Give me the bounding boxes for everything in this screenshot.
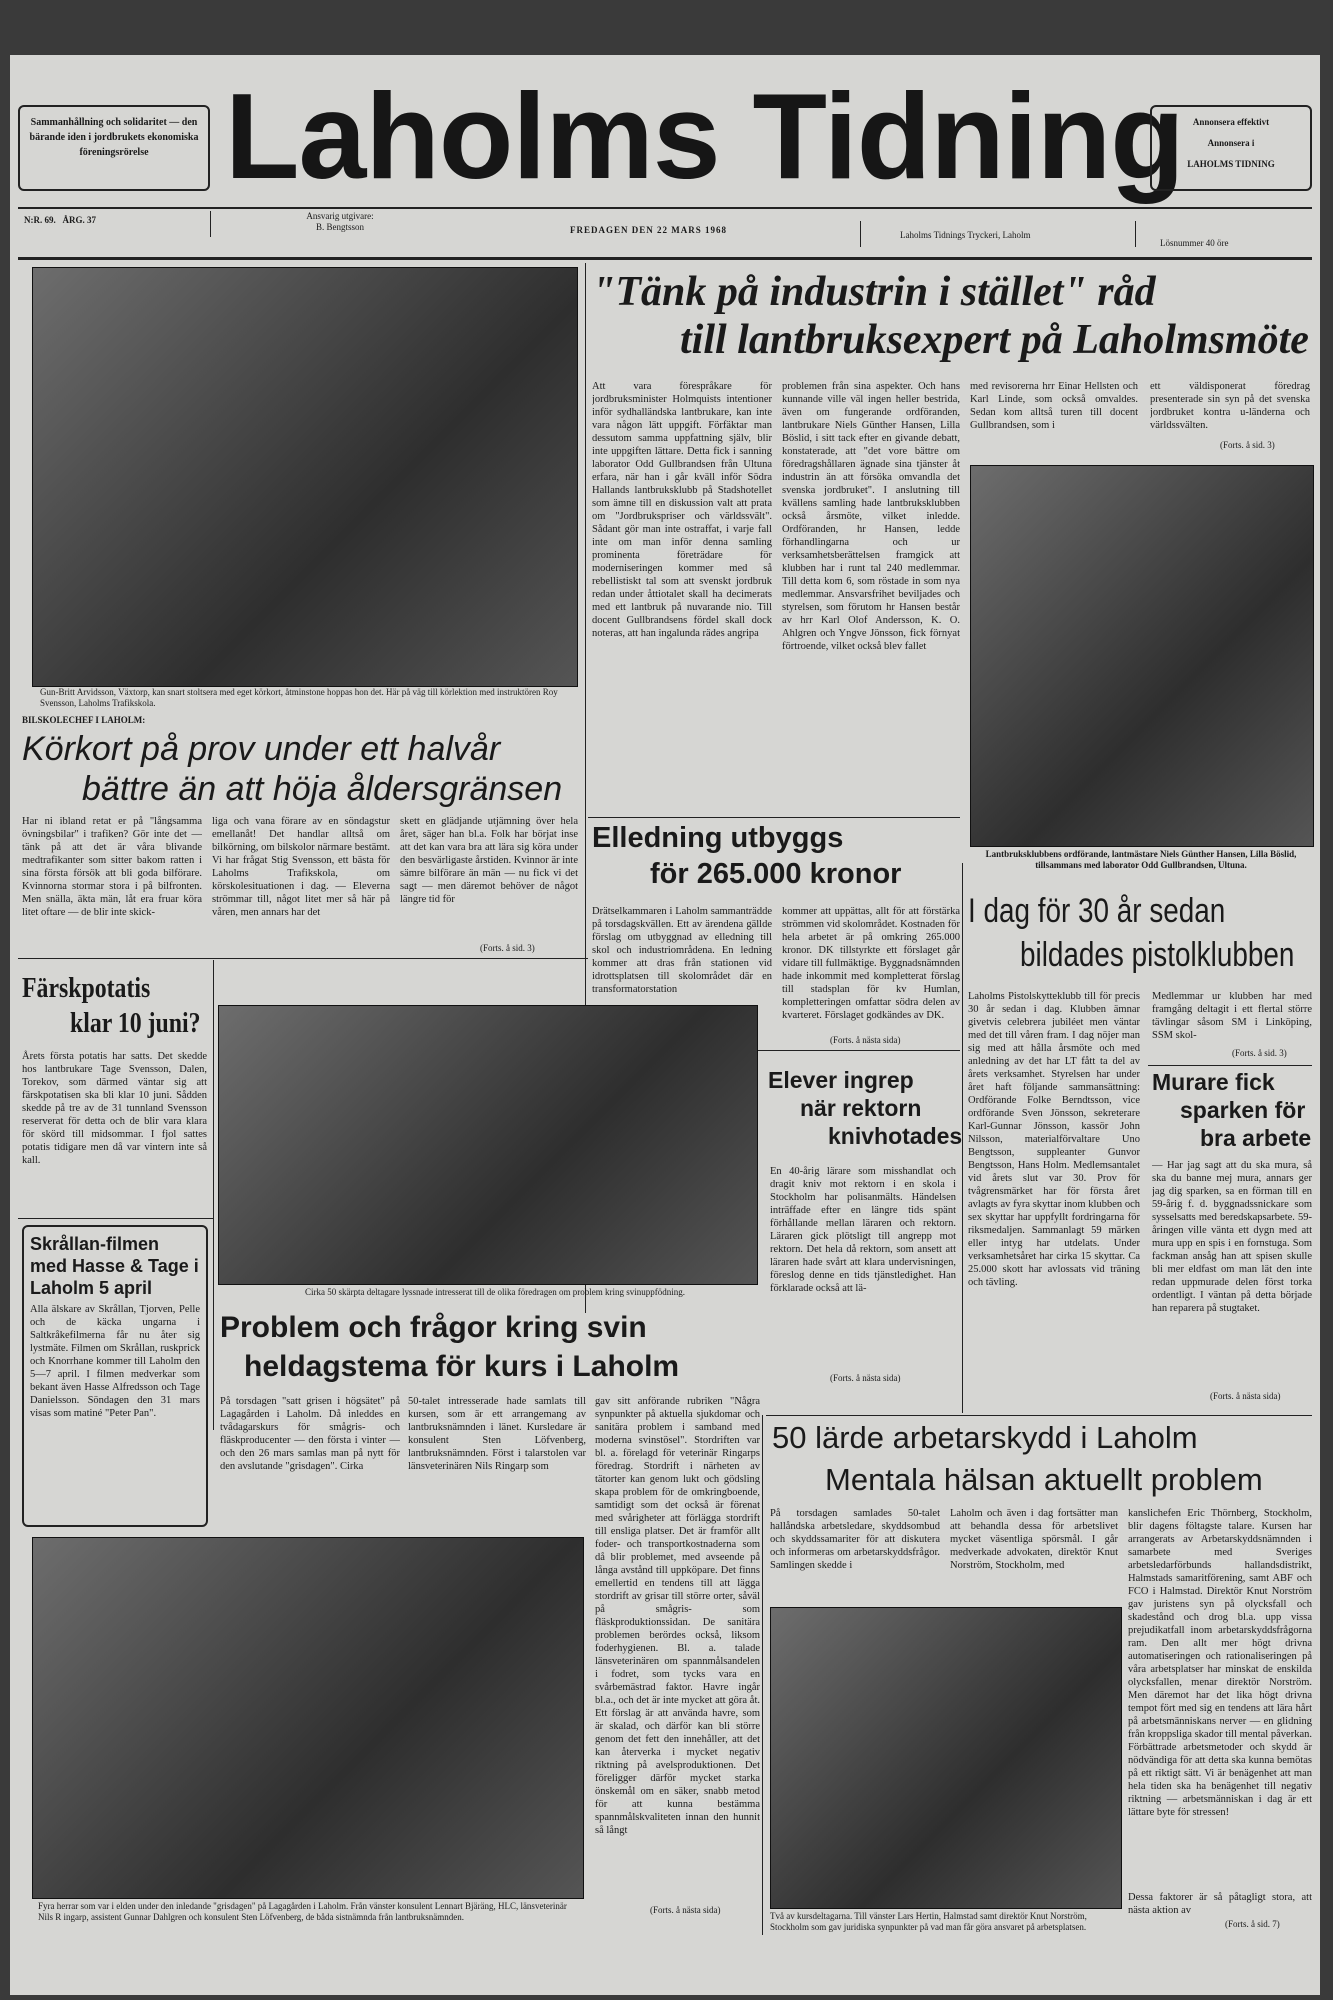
driving-column-1: Har ni ibland retat er på "långsamma övningsbilar" i trafiken? Gör inte det — tänk på att det är våra blivande medtrafikanter som sitter bakom ratten i sina första försök att bli goda bilförare. Kvinnorna stormar stora i på bilfronten. Men snälla, äkta män, låt era fruar köra litet oftare — de blir inte skick- <box>22 816 202 918</box>
driving-column-2: liga och vana förare av en söndagstur emellanåt! Det handlar alltså om bilkörning, om bilskolor närmare bestämt. Vi har frågat Stig Svensson, ett bästa för Laholms Trafikskola, om körskolesituationen i dag. — Eleverna strömmar till, något litet mer så här på våren, men annars har det <box>212 816 390 918</box>
divider <box>1135 221 1136 247</box>
pigs-headline-2: heldagstema för kurs i Laholm <box>244 1350 680 1383</box>
school-headline-3: knivhotades <box>828 1123 963 1149</box>
right-box-line3: LAHOLMS TIDNING <box>1187 159 1275 169</box>
rule <box>18 958 588 959</box>
industry-headline-1: "Tänk på industrin i stället" råd <box>592 269 1156 315</box>
power-headline-1: Elledning utbyggs <box>592 822 844 854</box>
pigs-column-2: 50-talet intresserade hade samlats till kursen, som är ett arrangemang av lantbruksnämnden i länet. Kursledare är konsulent Sten Löfvenberg, lantbruksnämnden. Först i talarstolen var länsveterinären Nils Ringarp som <box>408 1396 586 1472</box>
potato-body: Årets första potatis har satts. Det skedde hos lantbrukare Tage Svensson, Dalen, Torekov, som därmed väntar sig att färskpotatisen ska bli klar 10 juni. Sådden skedde på tre av de 31 tunnland Svensson reserverat för detta och de blir vara klara för skörd till midsommar. I fjol sattes potatis tidigare men då var vintern inte så kall. <box>22 1051 207 1166</box>
driving-headline-2: bättre än att höja åldersgränsen <box>82 770 563 808</box>
pigs-column-3: gav sitt anförande rubriken "Några synpunkter på aktuella sjukdomar och sanitära problem i samband med moderna svinstösel". Stordriften var bl. a. förelagd för veterinär Ringarps föredrag. Stordrift i närheten av tätorter kan genom lukt och gödsling skapa problem för de omkringboende, samtidigt som det också är förenat med svårigheter att förlägga stordrift till ensliga platser. Det är framför allt foder- och transportkostnaderna som då blir problemet, med avseende på långa avstånd till uppköpare. Det finns emellertid en tendens till att lägga stordrift av grisar till större orter, såväl på smågris- som fläskproduktionssidan. De sanitära problemen berördes också, liksom foderhygienen. Bl. a. talade länsveterinären om spannmålsandelen i fodret, som tycks vara en svårbemästrad faktor. Havre ingår bl.a., och det är inte mycket att göra åt. Ett förslag är att använda havre, som är skalad, och därför kan bli större genom det fett den innehåller, att det kan återverka i mycket negativ riktning på avelsproduktionen. Det föreligger därför mycket starka önskemål om en säker, snabb metod för att kunna bestämma spannmålskvaliteten innan den hunnit så långt <box>595 1396 760 1836</box>
pistol-headline-2: bildades pistolklubben <box>1020 936 1295 974</box>
pistol-column-1: Laholms Pistolskytteklubb till för precis 30 år sedan i dag. Klubben ämnar givetvis celebrera jubiléet men väntar med det till våren fram. I dag nöjer man sig med att hålla årsmöte och med anledning av det har LT fått ta del av årets verksamhet. Styrelsen har under året haft följande sammansättning: Ordförande Folke Berndtsson, vice ordförande Sven Jönsson, sekreterare Karl-Gunnar Jönsson, kassör John Nilsson, materialförvaltare Uno Bengtsson, suppleanter Gunvor Bengtsson, Hans Holm. Medlemsantalet vid årets slut var 30. Prov för tvågrensmärket har för första året avlagts av fyra skyttar inom klubben och sex skyttar har uppfyllt fordringarna för riksmedaljen. Sammanlagt 59 märken eller intyg har utdelats. Under verksamhetsåret har cirka 15 skyttar. Ca 25.000 skott har avlossats vid träning och tävling. <box>968 991 1140 1288</box>
rule <box>18 1218 213 1219</box>
rule <box>1148 1065 1312 1066</box>
driving-lesson-photo <box>32 267 578 687</box>
divider <box>860 221 861 247</box>
divider <box>213 960 214 1430</box>
rule <box>588 817 960 818</box>
workers-course-photo <box>770 1607 1122 1909</box>
power-headline-2: för 265.000 kronor <box>650 858 902 890</box>
power-column-1: Drätselkammaren i Laholm sammanträdde på torsdagskvällen. Ett av ärendena gällde förslag om utbyggnad av elledning till skol och industriområdena. En ledning kommer att dras från stationen vid idrottsplatsen till skolområdet där en transformatorstation <box>592 906 772 995</box>
issue-number: N:R. 69. ÅRG. 37 <box>24 215 96 225</box>
industry-column-4: ett väldisponerat föredrag presenterade sin syn på det svenska jordbruket kontra u-länderna och världssvälten. <box>1150 381 1310 431</box>
workers-column-1: På torsdagen samlades 50-talet hallåndska arbetsledare, skyddsombud och skyddssamariter för att diskutera och informeras om arbetarskyddsfrågor. Samlingen skedde i <box>770 1508 940 1571</box>
pig-course-photo <box>218 1005 758 1285</box>
film-body: Alla älskare av Skrållan, Tjorven, Pelle och de käcka ungarna i Saltkråkefilmerna får nu åter sig lystmäte. Filmen om Skrållan, ruskprick och Knorrhane kommer till Laholm den 5—7 april. I filmen medverkar som bekant även Hasse Alfredsson och Tage Danielsson. Söndagen den 31 mars visas som matiné "Peter Pan". <box>30 1304 200 1419</box>
workers-caption: Två av kursdeltagarna. Till vänster Lars Hertin, Halmstad samt direktör Knut Norström, Stockholm som gav juridiska synpunkter på vad man får göra ansvaret på arbetsplatsen. <box>770 1911 1087 1932</box>
school-headline-2: när rektorn <box>800 1095 922 1121</box>
pigs-caption-2: Fyra herrar som var i elden under den inledande "grisdagen" på Lagagården i Laholm. Från vänster konsulent Lennart Bjäräng, HLC, länsveterinär Nils R ingarp, assistent Gunnar Dahlgren och konsulent Sten Löfvenberg, de båda sistnämnda från lantbruksnämnden. <box>38 1901 567 1922</box>
workers-column-3: kanslichefen Eric Thörnberg, Stockholm, blir dagens föltagste talare. Kursen har arrangerats av Arbetarskyddsnämnden i samarbete med Sveriges arbetsledarförbunds hallandsdistrikt, Halmstads samaritförening, samt ABF och FCO i Halmstad. Direktör Knut Norström gav juristens syn på olycksfall och skadestånd och drog bl.a. upp vissa prejudikatfall inom arbetarskyddsfrågorna ram. Den allt mer högt drivna automatiseringen och rationaliseringen på våra arbetsplatser har minskat de enskilda olycksfallen, menar direktör Norström. Men däremot har det lika högt drivna tempot fört med sig en tendens att lära hårt på arbetsmänniskans nerver — en glidning från kroppsliga skador till mental påverkan. Förbättrade arbetsmetoder och skydd är nödvändiga för att detta ska kunna bemötas på ett riktigt sätt. Vi är benägenhet att man hela tiden ska ha benägenhet till negativ riktning — arbetsmänniskan i dag är ett lättare byte för stressen! <box>1128 1508 1312 1818</box>
masthead-left-box-text: Sammanhållning och solidaritet — den bärande iden i jordbrukets ekonomiska föreningsrörelse <box>29 117 199 158</box>
masthead-rule-top <box>18 207 1312 209</box>
pistol-headline-1: I dag för 30 år sedan <box>968 892 1226 930</box>
industry-continued: (Forts. å sid. 3) <box>1220 440 1275 450</box>
driving-kicker: BILSKOLECHEF I LAHOLM: <box>22 715 146 725</box>
pigs-caption: Cirka 50 skärpta deltagare lyssnade intresserat till de olika föredragen om problem kring svinuppfödning. <box>305 1287 685 1297</box>
responsible-publisher <box>260 211 420 233</box>
driving-column-3: skett en glädjande utjämning över hela året, säger han bl.a. Folk har börjat inse att det kan vara bra att lära sig köra under den besvärligaste årstiden. Kvinnor är inte sämre bilförare än män — nu fick vi det sagt — men däremot behöver de något längre tid för <box>400 816 578 905</box>
film-box <box>22 1225 208 1527</box>
mason-headline-3: bra arbete <box>1200 1125 1312 1151</box>
driving-headline-1: Körkort på prov under ett halvår <box>22 730 501 768</box>
power-column-2: kommer att uppättas, allt för att förstärka strömmen vid skolområdet. Kostnaden för hela arbetet är på omkring 265.000 kronor. DK tillstyrkte ett förslaget går vidare till fullmäktige. Byggnadsnämnden hade inkommit med kompletterat förslag till stadsplan för kv Humlan, kompletteringen omfattar södra delen av kvarteret. Förslaget godkändes av DK. <box>782 906 960 1021</box>
masthead-left-box <box>18 105 210 191</box>
workers-headline-1: 50 lärde arbetarskydd i Laholm <box>772 1420 1198 1455</box>
masthead-right-box <box>1150 105 1312 191</box>
driving-continued: (Forts. å sid. 3) <box>480 943 535 953</box>
industry-column-3: med revisorerna hrr Einar Hellsten och Karl Linde, som också omvaldes. Sedan kom alltså turen till docent Gullbrandsen, som i <box>970 381 1138 431</box>
mason-headline-1: Murare fick <box>1152 1069 1275 1095</box>
masthead-rule-bottom <box>18 257 1312 260</box>
industry-headline-2: till lantbruksexpert på Laholmsmöte <box>680 317 1309 363</box>
workers-continued: (Forts. å sid. 7) <box>1225 1919 1280 1929</box>
right-box-line1: Annonsera effektivt <box>1192 117 1270 127</box>
pigs-continued: (Forts. å nästa sida) <box>650 1905 721 1915</box>
industry-column-1: Att vara förespråkare för jordbruksminister Holmquists intentioner inför sydhalländska lantbrukare, kan inte vara någon lätt uppgift. Förfäktar man dessutom samma uppfattning själv, blir inte uppgiften lättare. Detta fick i sanning laborator Odd Gullbrandsen från Ultuna erfara, när han i går kväll inför Södra Hallands lantbruksklubb på Stadshotellet som ämne till en diskussion valt att prata om "Jordbrukspriser och världssvält". Sådant gör man inte ostraffat, i varje fall inte om man inför denna samling prominenta företrädare för moderniseringen kommer med så rebellistiskt tal som att svenskt jordbruk redan under åttiotalet skall ha decimerats med ett lantbruk på nuvarande nio. Till docent Gullbrandsens fördel skall dock noteras, att han ingalunda rädes angripa <box>592 381 772 639</box>
workers-headline-2: Mentala hälsan aktuellt problem <box>825 1462 1263 1497</box>
mason-continued: (Forts. å nästa sida) <box>1210 1391 1281 1401</box>
school-body: En 40-årig lärare som misshandlat och dragit kniv mot rektorn i en skola i Stockholm har polisanmälts. Händelsen inträffade efter en längre tids spänt förhållande mellan läraren och rektorn. Läraren gick plötsligt till angrepp mot rektorn. Det hela då rektorn, som ansett att läraren hade svårt att klara undervisningen, föreslog denne en tids tjänstledighet. Han förklarade också att lä- <box>770 1166 956 1294</box>
divider <box>210 211 211 237</box>
pistol-continued: (Forts. å sid. 3) <box>1232 1048 1287 1058</box>
industry-caption: Lantbruksklubbens ordförande, lantmästare Niels Günther Hansen, Lilla Böslid, tillsammans med laborator Odd Gullbrandsen, Ultuna. <box>985 849 1297 870</box>
masthead-title: Laholms Tidning <box>225 68 1184 204</box>
school-continued: (Forts. å nästa sida) <box>830 1373 901 1383</box>
four-gentlemen-photo <box>32 1537 584 1899</box>
newspaper-page <box>10 55 1320 1995</box>
printer-name: Laholms Tidnings Tryckeri, Laholm <box>900 230 1031 240</box>
workers-column-2: Laholm och även i dag fortsätter man att behandla dessa för arbetslivet mycket väsentliga spörsmål. I går medverkade advokaten, direktör Knut Norström, Stockholm, med <box>950 1508 1118 1571</box>
price-label: Lösnummer 40 öre <box>1160 238 1229 248</box>
issue-date: FREDAGEN DEN 22 MARS 1968 <box>570 225 728 235</box>
industry-column-2: problemen från sina aspekter. Och hans kunnande ville väl ingen heller bestrida, även om fungerande ordföranden, lantbrukare Niels Günther Hansen, Lilla Böslid, i sitt tack efter en givande debatt, konstaterade, att "det vore bättre om föredragshållaren ägnade sina tjänster åt industrin än att försöka omvandla det svenska jordbruket". I anslutning till kvällens samling hade lantbruksklubben också årsmöte, vilket inledde. Ordföranden, hr Hansen, ledde förhandlingarna och ur verksamhetsberättelsen framgick att klubben har i runt tal 240 medlemmar. Till detta kom 6, som röstade in som nya medlemmar. Ansvarsfrihet beviljades och styrelsen, som förutom hr Hansen består av hrr Karl Olof Andersson, K. O. Ahlgren och Yngve Jönsson, fick förnyat förtroende, vilket också blev fallet <box>782 381 960 652</box>
right-box-line2: Annonsera i <box>1207 138 1255 148</box>
divider <box>762 1415 763 1935</box>
responsible-name: B. Bengtsson <box>315 222 364 232</box>
school-headline-1: Elever ingrep <box>768 1067 914 1093</box>
pistol-column-2: Medlemmar ur klubben har med framgång deltagit i ett flertal större tävlingar såsom SM i Linköping, SSM skol- <box>1152 991 1312 1041</box>
responsible-label: Ansvarig utgivare: <box>306 211 374 221</box>
rule <box>766 1415 1312 1416</box>
potato-headline-1: Färskpotatis <box>22 973 151 1004</box>
pigs-headline-1: Problem och frågor kring svin <box>220 1311 647 1344</box>
power-continued: (Forts. å nästa sida) <box>830 1035 901 1045</box>
workers-column-3b: Dessa faktorer är så påtagligt stora, att nästa aktion av <box>1128 1892 1312 1916</box>
potato-headline-2: klar 10 juni? <box>70 1008 201 1039</box>
film-headline: Skrållan-filmen med Hasse & Tage i Laholm 5 april <box>30 1234 199 1298</box>
farm-club-photo <box>970 465 1314 847</box>
driving-caption: Gun-Britt Arvidsson, Växtorp, kan snart stoltsera med eget körkort, åtminstone hoppas hon det. Här på väg till körlektion med instruktören Roy Svensson, Laholms Trafikskola. <box>40 687 558 708</box>
mason-headline-2: sparken för <box>1180 1097 1306 1123</box>
mason-body: — Har jag sagt att du ska mura, så ska du banne mej mura, annars ger jag dig sparken, sa en förman till en 59-årig f. d. byggnadssnickare som sysselsatts med beredskapsarbete. 59-åringen ville vänta ett dygn med att mura upp en spis i en fornstuga. Som fackman ansåg han att spisen skulle bli mer eldfast om man lät den inte redan uppmurade delen först torka ordentligt. I väntan på detta började han reparera på stugtaket. <box>1152 1160 1312 1314</box>
pigs-column-1: På torsdagen "satt grisen i högsätet" på Lagagården i Laholm. Då inleddes en tvådagarskurs för smågris- och fläskproducenter — den första i vinter — och den 26 mars samlas man på nytt för den avslutande "grisdagen". Cirka <box>220 1396 400 1472</box>
